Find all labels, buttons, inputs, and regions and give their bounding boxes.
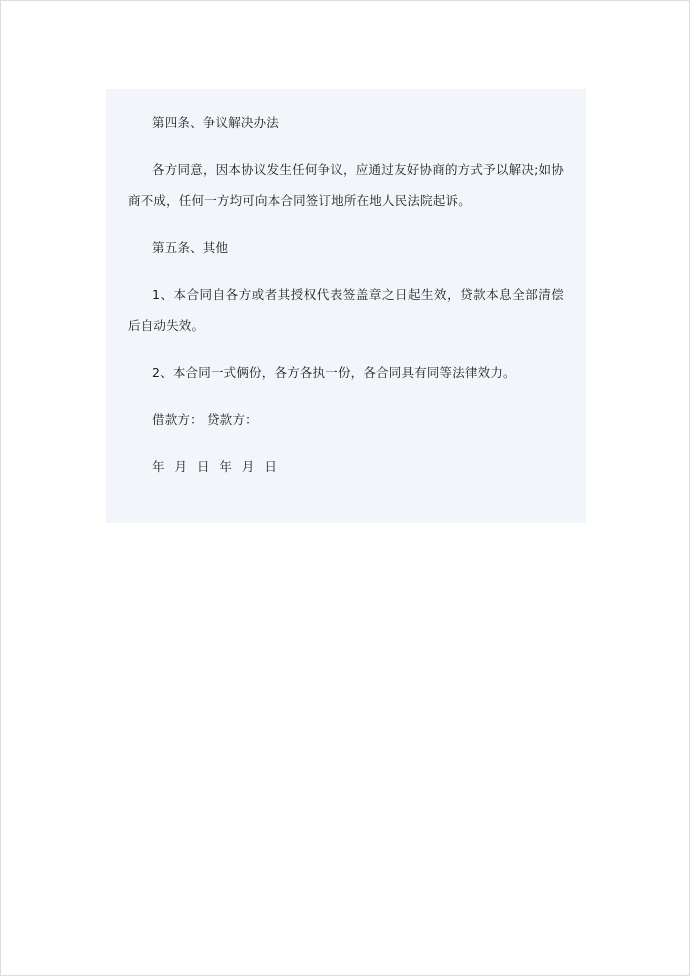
clause-5-item-1: 1、本合同自各方或者其授权代表签盖章之日起生效，贷款本息全部清偿后自动失效。: [128, 287, 564, 333]
signature-line: 借款方： 贷款方：: [152, 412, 258, 427]
clause-4-body: 各方同意，因本协议发生任何争议，应通过友好协商的方式予以解决;如协商不成，任何一方均可向本合同签订地所在地人民法院起诉。: [128, 162, 564, 208]
date-line: 年 月 日 年 月 日: [152, 459, 280, 474]
clause-4-title: 第四条、争议解决办法: [152, 115, 280, 130]
document-content-block: [106, 89, 586, 523]
clause-5-item-2: 2、本合同一式俩份，各方各执一份，各合同具有同等法律效力。: [152, 365, 516, 380]
clause-5-title: 第五条、其他: [152, 240, 229, 255]
